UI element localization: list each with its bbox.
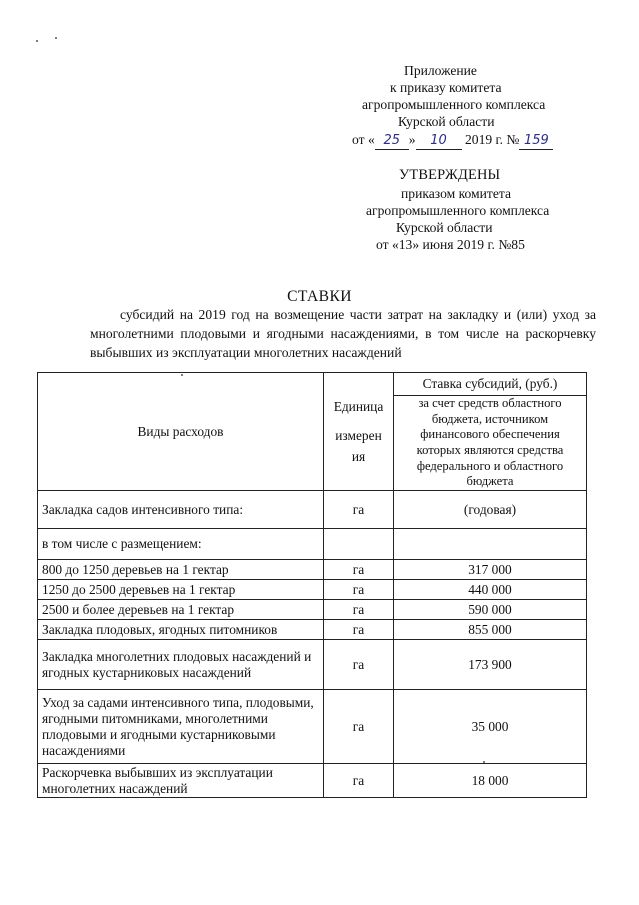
table-row (38, 620, 587, 640)
order-day-handwritten: 25 (375, 132, 409, 150)
row-rate (394, 529, 587, 560)
scan-speck (55, 37, 57, 39)
order-date-prefix: от « (352, 132, 375, 147)
row-unit: га (324, 491, 394, 529)
table-row (38, 600, 587, 620)
appendix-label: Приложение (404, 63, 477, 78)
appendix-line-region: Курской области (398, 114, 495, 129)
order-date-sep: » (408, 132, 416, 147)
header-unit-line-1: Единица (333, 399, 384, 414)
order-year-text: 2019 г. № (464, 132, 520, 147)
row-unit: га (324, 620, 394, 640)
approved-line-date: от «13» июня 2019 г. №85 (376, 237, 525, 252)
approved-title: УТВЕРЖДЕНЫ (399, 167, 501, 183)
document-subtitle (90, 305, 596, 362)
table-row (38, 491, 587, 529)
table-row (38, 529, 587, 560)
document-subtitle-text: субсидий на 2019 год на возмещение части затрат на закладку и (или) уход за многолетними плодовыми и ягодными насаждениями, в том числе на раскорчевку выбывших из эксплуатации многолетних насаждений (90, 307, 596, 360)
row-name-care: Уход за садами интенсивного типа, плодовыми, ягодными питомниками, многолетними плодовыми и ягодными кустарниковыми насаждениями (38, 690, 324, 764)
row-rate: 440 000 (394, 580, 587, 600)
row-unit: га (324, 640, 394, 690)
header-unit-line-2: измерен (335, 428, 382, 443)
order-number-handwritten: 159 (519, 132, 553, 150)
row-unit (324, 529, 394, 560)
table-row (38, 560, 587, 580)
header-rate-source: за счет средств областного бюджета, источником финансового обеспечения которых являются средства федерального и областного бюджета (394, 396, 587, 491)
row-rate: (годовая) (394, 491, 587, 529)
table-row (38, 580, 587, 600)
subsidy-rates-table (37, 372, 587, 798)
row-rate: 18 000 (394, 764, 587, 798)
row-name-nurseries: Закладка плодовых, ягодных питомников (38, 620, 324, 640)
row-rate: 173 900 (394, 640, 587, 690)
header-expense-type: Виды расходов (38, 373, 324, 491)
row-rate: 35 000 (394, 690, 587, 764)
scan-speck (36, 40, 38, 42)
row-name-perennial-plantings: Закладка многолетних плодовых насаждений и ягодных кустарниковых насаждений (38, 640, 324, 690)
header-unit (324, 373, 394, 491)
row-unit: га (324, 580, 394, 600)
appendix-line-committee: агропромышленного комплекса (362, 97, 546, 112)
order-date-line (352, 131, 553, 150)
appendix-line-order: к приказу комитета (390, 80, 502, 95)
scan-speck (483, 761, 485, 763)
row-rate: 855 000 (394, 620, 587, 640)
row-unit: га (324, 764, 394, 798)
row-name-1250-2500: 1250 до 2500 деревьев на 1 гектар (38, 580, 324, 600)
table-header-row (38, 373, 587, 396)
table-row (38, 640, 587, 690)
row-name-2500-plus: 2500 и более деревьев на 1 гектар (38, 600, 324, 620)
scan-speck (181, 374, 183, 376)
table-row (38, 764, 587, 798)
approved-line-order: приказом комитета (401, 186, 512, 201)
row-name-uprooting: Раскорчевка выбывших из эксплуатации многолетних насаждений (38, 764, 324, 798)
document-title: СТАВКИ (287, 288, 352, 305)
row-unit: га (324, 560, 394, 580)
row-name-intensive-orchards: Закладка садов интенсивного типа: (38, 491, 324, 529)
approved-line-region: Курской области (396, 220, 493, 235)
row-unit: га (324, 690, 394, 764)
table-row (38, 690, 587, 764)
row-rate: 590 000 (394, 600, 587, 620)
row-name-including-placement: в том числе с размещением: (38, 529, 324, 560)
row-name-800-1250: 800 до 1250 деревьев на 1 гектар (38, 560, 324, 580)
order-month-handwritten: 10 (416, 132, 462, 150)
header-unit-line-3: ия (351, 449, 366, 464)
row-unit: га (324, 600, 394, 620)
header-rate-title: Ставка субсидий, (руб.) (394, 373, 587, 396)
row-rate: 317 000 (394, 560, 587, 580)
approved-line-committee: агропромышленного комплекса (366, 203, 550, 218)
